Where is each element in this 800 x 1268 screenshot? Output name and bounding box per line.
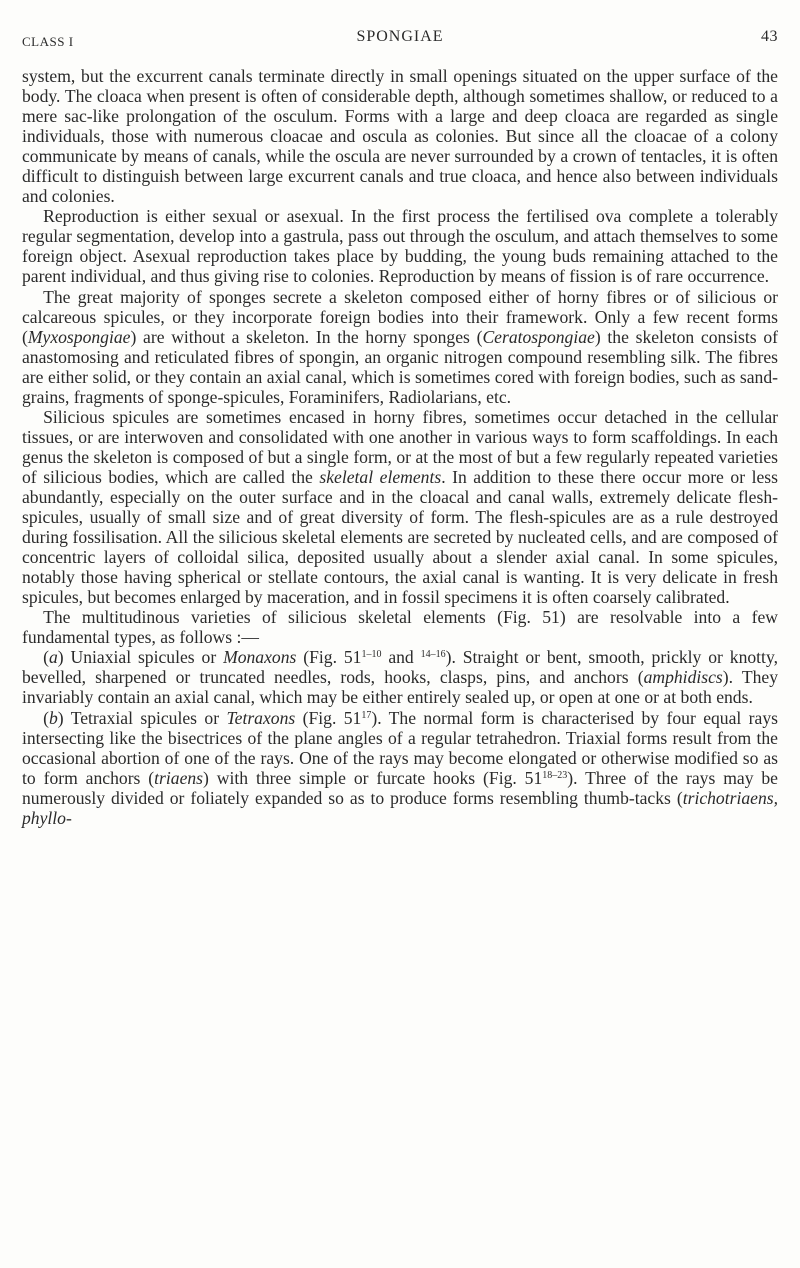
term: Monaxons: [223, 647, 297, 668]
text-run: ) the skeleton consists of anastomosing and reticulated fibres of spongin, an organic nitrogen compound resembling silk. The fibres are either solid, or they contain an axial canal, which is sometimes cored with foreign bodies, such as sand-grains, fragments of sponge-spicules, Foraminifers, Radiolarians, etc.: [22, 326, 778, 407]
paragraph-skeleton: [22, 287, 778, 407]
paragraph-silicious-spicules: [22, 407, 778, 607]
term: Tetraxons: [226, 707, 296, 728]
term: skeletal elements: [319, 466, 442, 487]
paragraph-cloaca: system, but the excurrent canals terminate directly in small openings situated on the upper surface of the body. The cloaca when present is often of considerable depth, although sometimes shallow, or reduced to a mere sac-like prolongation of the osculum. Forms with a large and deep cloaca are regarded as single individuals, those with numerous cloacae and oscula as colonies. But since all the cloacae of a colony communicate by means of canals, while the oscula are never surrounded by a crown of tentacles, it is often difficult to distinguish between large excurrent canals and true cloaca, and hence also between individuals and colonies.: [22, 66, 778, 207]
paragraph-monaxons: [22, 647, 778, 707]
taxon-name: Ceratospongiae: [482, 326, 595, 347]
text-run: . In addition to these there occur more or less abundantly, especially on the outer surface and in the cloacal and canal walls, extremely delicate flesh-spicules, usually of small size and of great diversity of form. The flesh-spicules are as a rule destroyed during fossilisation. All the silicious skeletal elements are secreted by nucleated cells, and are composed of concentric layers of colloidal silica, deposited usually about a slender axial canal. In some spicules, notably those having spherical or stellate contours, the axial canal is wanting. It is very delicate in fresh spicules, but becomes enlarged by maceration, and in fossil specimens it is often coarsely calibrated.: [22, 466, 778, 608]
text-run: Silicious spicules are sometimes encased in horny fibres, sometimes occur detached in the cellular tissues, or are interwoven and consolidated with one another in various ways to form scaffoldings. In each genus the skeleton is composed of but a single form, or at the most of but a few regularly repeated varieties of silicious bodies, which are called the: [22, 406, 778, 487]
figure-superscript: 14–16: [420, 649, 446, 661]
text-run: and: [381, 647, 421, 668]
text-run: ) are without a skeleton. In the horny sponges (: [130, 326, 483, 347]
text-run: ). The normal form is characterised by four equal rays intersecting like the bisectrices of the plane angles of a regular tetrahedron. Triaxial forms result from the occasional abortion of one of the rays. One of the rays may become elongated or otherwise modified so as to form anchors (: [22, 707, 778, 788]
text-run: ) Tetraxial spicules or: [57, 707, 227, 728]
figure-superscript: 17: [361, 709, 372, 721]
term: amphidiscs: [643, 667, 723, 688]
page-number: 43: [761, 28, 778, 45]
text-run: The great majority of sponges secrete a skeleton composed either of horny fibres or of silicious or calcareous spicules, or they incorporate foreign bodies into their framework. Only a few recent forms (: [22, 286, 778, 347]
figure-superscript: 1–10: [361, 649, 382, 661]
running-head: [22, 28, 778, 52]
text-run: (: [43, 647, 49, 668]
term: trichotriaens, phyllo-: [22, 787, 778, 828]
text-run: (Fig. 51: [295, 707, 362, 728]
chapter-title: SPONGIAE: [356, 28, 444, 45]
taxon-name: Myxospongiae: [27, 326, 131, 347]
class-label: CLASS I: [22, 34, 74, 49]
body-text: [22, 66, 778, 828]
text-run: ). They invariably contain an axial canal, which may be either entirely sealed up, or open at one or at both ends.: [22, 667, 778, 708]
text-run: ). Straight or bent, smooth, prickly or knotty, bevelled, sharpened or truncated needles, rods, hooks, clasps, pins, and anchors (: [22, 647, 778, 688]
text-run: ). Three of the rays may be numerously divided or foliately expanded so as to produce forms resembling thumb-tacks (: [22, 767, 778, 808]
paragraph-types-intro: The multitudinous varieties of silicious skeletal elements (Fig. 51) are resolvable into a few fundamental types, as follows :—: [22, 607, 778, 648]
list-letter: b: [48, 707, 58, 728]
paragraph-reproduction: Reproduction is either sexual or asexual. In the first process the fertilised ova complete a tolerably regular segmentation, develop into a gastrula, pass out through the osculum, and attach themselves to some foreign object. Asexual reproduction takes place by budding, the young buds remaining attached to the parent individual, and thus giving rise to colonies. Reproduction by means of fission is of rare occurrence.: [22, 206, 778, 287]
text-run: ) Uniaxial spicules or: [57, 647, 224, 668]
text-run: (: [43, 707, 49, 728]
term: triaens: [154, 767, 204, 788]
figure-superscript: 18–23: [542, 769, 568, 781]
list-letter: a: [48, 647, 58, 668]
paragraph-tetraxons: [22, 708, 778, 828]
text-run: ) with three simple or furcate hooks (Fig. 51: [203, 767, 543, 788]
text-run: (Fig. 51: [296, 647, 362, 668]
